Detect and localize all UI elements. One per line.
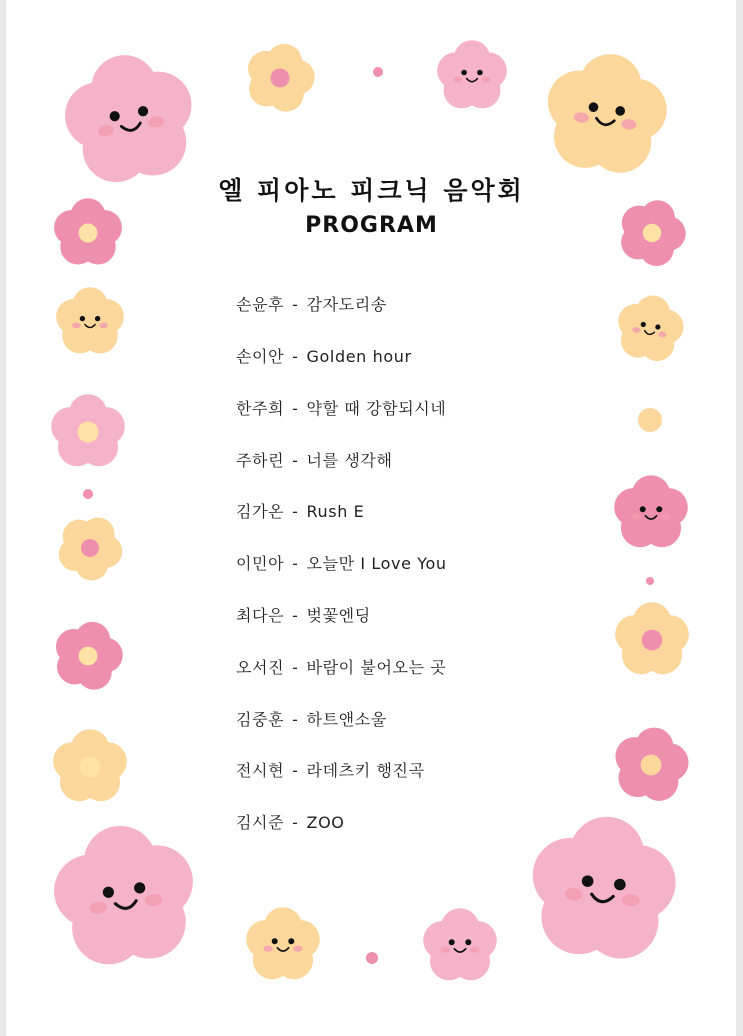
flower-icon <box>48 504 134 590</box>
performer-name: 전시현 <box>236 761 285 780</box>
program-item <box>236 396 446 419</box>
dot-decoration <box>83 489 93 499</box>
dot-decoration <box>638 408 662 432</box>
performer-name: 이민아 <box>236 554 285 573</box>
performer-name: 김시준 <box>236 813 285 832</box>
separator: - <box>292 399 299 418</box>
smiling-flower-icon <box>525 810 682 964</box>
flower-icon <box>239 36 322 117</box>
separator: - <box>292 347 299 366</box>
separator: - <box>292 658 299 677</box>
piece-title: 약할 때 강함되시네 <box>306 399 447 418</box>
smiling-flower-icon <box>56 287 124 353</box>
dot-decoration <box>366 952 378 964</box>
program-item <box>236 292 387 315</box>
flower-icon <box>51 394 125 466</box>
program-item <box>236 810 345 833</box>
smiling-flower-icon <box>437 40 507 108</box>
smiling-flower-icon <box>423 908 497 980</box>
separator: - <box>292 813 299 832</box>
program-item <box>236 655 446 678</box>
flower-icon <box>53 729 127 801</box>
performer-name: 최다은 <box>236 606 285 625</box>
piece-title: Rush E <box>306 502 365 521</box>
separator: - <box>292 295 299 314</box>
program-item <box>236 551 447 574</box>
flower-icon <box>47 614 130 695</box>
performer-name: 주하린 <box>236 451 285 470</box>
separator: - <box>292 606 299 625</box>
performer-name: 한주희 <box>236 399 285 418</box>
separator: - <box>292 554 299 573</box>
piece-title: 벚꽃엔딩 <box>306 606 371 625</box>
separator: - <box>292 710 299 729</box>
smiling-flower-icon <box>614 475 688 547</box>
smiling-flower-icon <box>56 45 203 190</box>
performer-name: 김가온 <box>236 502 285 521</box>
program-item <box>236 499 364 522</box>
concert-title: 엘 피아노 피크닉 음악회 <box>218 176 525 205</box>
performer-name: 오서진 <box>236 658 285 677</box>
piece-title: 오늘만 I Love You <box>306 554 447 573</box>
performer-name: 손이안 <box>236 347 285 366</box>
smiling-flower-icon <box>246 907 320 979</box>
separator: - <box>292 761 299 780</box>
piece-title: 감자도리송 <box>306 295 387 314</box>
performer-name: 김중훈 <box>236 710 285 729</box>
piece-title: 하트앤소울 <box>306 710 387 729</box>
flower-icon <box>615 602 689 674</box>
smiling-flower-icon <box>539 46 673 178</box>
piece-title: 너를 생각해 <box>306 451 393 470</box>
piece-title: 라데츠키 행진곡 <box>306 761 425 780</box>
program-item <box>236 344 412 367</box>
dot-decoration <box>373 67 383 77</box>
piece-title: 바람이 불어오는 곳 <box>306 658 447 677</box>
smiling-flower-icon <box>612 290 688 365</box>
program-heading: PROGRAM <box>305 213 438 238</box>
smiling-flower-icon <box>46 817 203 971</box>
piece-title: ZOO <box>306 813 345 832</box>
piece-title: Golden hour <box>306 347 412 366</box>
program-item <box>236 603 371 626</box>
program-item <box>236 448 393 471</box>
separator: - <box>292 502 299 521</box>
dot-decoration <box>646 577 654 585</box>
program-item <box>236 758 425 781</box>
performer-name: 손윤후 <box>236 295 285 314</box>
flower-icon <box>609 721 694 805</box>
separator: - <box>292 451 299 470</box>
program-item <box>236 707 387 730</box>
